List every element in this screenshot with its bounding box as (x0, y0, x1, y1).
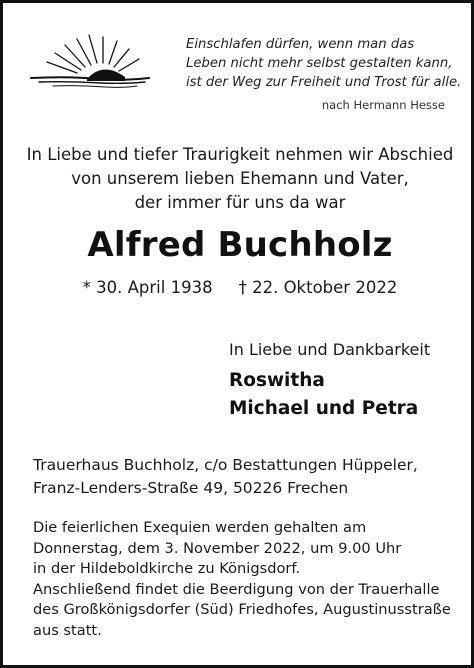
service-line: aus statt. (33, 621, 102, 639)
address-line: Trauerhaus Buchholz, c/o Bestattungen Hüppeler, (33, 456, 418, 474)
service-line: Anschließend findet die Beerdigung von der Trauerhalle (33, 580, 440, 598)
service-line: des Großkönigsdorfer (Süd) Friedhofes, Augustinusstraße (33, 601, 451, 618)
mourner-name: Michael und Petra (229, 398, 419, 419)
thanks-line: In Liebe und Dankbarkeit (229, 340, 431, 359)
quote-block (186, 35, 466, 92)
mourning-house-address (33, 454, 418, 500)
intro-line: von unserem lieben Ehemann und Vater, (71, 169, 409, 188)
mourners-list (229, 367, 418, 423)
farewell-intro (3, 143, 474, 215)
service-line: in der Hildeboldkirche zu Königsdorf. (33, 560, 301, 577)
birth-date: * 30. April 1938 (82, 278, 213, 297)
service-line: Die feierlichen Exequien werden gehalten am (33, 519, 367, 536)
deceased-name: Alfred Buchholz (87, 225, 393, 265)
quote-line: Leben nicht mehr selbst gestalten kann, (186, 56, 453, 71)
address-line: Franz-Lenders-Straße 49, 50226 Frechen (33, 479, 349, 497)
quote-line: Einschlafen dürfen, wenn man das (186, 37, 415, 52)
intro-line: In Liebe und tiefer Traurigkeit nehmen wir Abschied (26, 145, 454, 164)
quote-attribution: nach Hermann Hesse (321, 98, 445, 112)
quote-line: ist der Weg zur Freiheit und Trost für alle. (186, 75, 462, 90)
funeral-service-info (33, 518, 451, 641)
life-dates (3, 278, 474, 297)
intro-line: der immer für uns da war (134, 193, 346, 212)
service-line: Donnerstag, dem 3. November 2022, um 9.00 Uhr (33, 539, 402, 557)
sunset-over-horizon-icon (29, 31, 151, 93)
mourner-name: Roswitha (229, 370, 325, 391)
death-date: † 22. Oktober 2022 (238, 278, 398, 297)
